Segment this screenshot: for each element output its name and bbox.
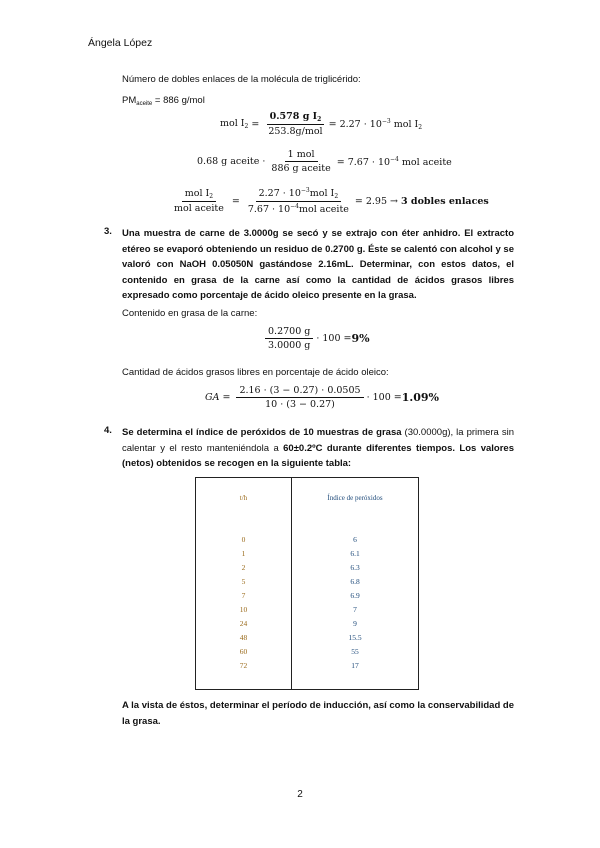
table-cell-time: 60	[239, 647, 248, 656]
grasa-fraction	[265, 326, 313, 351]
table-cell-peroxide: 6.8	[350, 577, 360, 586]
table-cell-peroxide: 6.1	[350, 549, 360, 558]
table-header-peroxide: Índice de peróxidos	[327, 494, 383, 502]
table-cell-time: 0	[241, 535, 246, 544]
eq1-fraction	[265, 111, 325, 137]
pm-sub: aceite	[136, 101, 153, 107]
eq2-den: 886 g aceite	[271, 163, 331, 174]
table-cell-time: 72	[239, 661, 248, 670]
table-cell-peroxide: 17	[351, 661, 359, 670]
table-cell-peroxide: 6.3	[350, 563, 360, 572]
equation-ga	[205, 385, 439, 410]
eq3-result: 3 dobles enlaces	[401, 195, 489, 207]
eq3-lden: mol aceite	[174, 203, 224, 214]
eq2-fraction	[268, 149, 333, 174]
page-number: 2	[297, 789, 303, 800]
eq1-lhs: mol $I_2$	[220, 118, 249, 130]
pm-prefix: PM	[122, 95, 137, 106]
eq1-rhs: = $2.27 \cdot 10^{-3}$ mol $I_2$	[328, 117, 423, 131]
item-4-question: A la vista de éstos, determinar el período de inducción, así como la conservabilidad de la grasa.	[122, 700, 514, 727]
pm-line	[122, 93, 205, 112]
equation-mol-aceite	[197, 149, 452, 174]
eq3-left-fraction	[171, 188, 227, 214]
table-cell-peroxide: 55	[351, 647, 359, 656]
eq3-num: $2.27 \cdot 10^{-3}mol$ $I_2$	[256, 187, 342, 202]
grasa-den: 3.0000 g	[268, 340, 311, 351]
table-cell-peroxide: 6	[353, 535, 357, 544]
table-cell-time: 48	[239, 633, 248, 642]
eq3-lnum: mol $I_2$	[182, 188, 216, 202]
eq3-fraction	[245, 187, 352, 215]
equation-mol-i2	[220, 111, 422, 137]
table-cell-time: 7	[241, 591, 246, 600]
equation-ratio	[168, 187, 489, 215]
pm-value: = 886 g/mol	[152, 95, 205, 106]
grasa-num: 0.2700 g	[265, 326, 313, 339]
grasa-label: Contenido en grasa de la carne:	[122, 308, 258, 319]
table-header-time: t/h	[239, 494, 248, 502]
grasa-rhs: · 100 =	[316, 333, 352, 344]
item-3-statement: Una muestra de carne de 3.0000g se secó y se extrajo con éter anhidro. El extracto etéreo se evaporó obteniendo un residuo de 0.2700 g. Éste se calentó con alcohol y se valoró con NaOH 0.05050N gastándose 2.16mL. Determinar, con estos datos, el contenido en grasa de la carne así como la cantidad de ácidos grasos libres expresado como porcentaje de ácido oleico presente en la grasa.	[122, 228, 515, 301]
ga-lhs: GA =	[205, 392, 231, 403]
table-cell-time: 24	[239, 619, 248, 628]
eq1-num: 0.578 g $I_2$	[267, 111, 325, 125]
eq3-den: $7.67 \cdot 10^{-4}mol$ aceite	[247, 203, 349, 215]
table-cell-time: 5	[241, 577, 246, 586]
dobles-intro: Número de dobles enlaces de la molécula de triglicérido:	[122, 74, 361, 85]
peroxide-table	[195, 477, 419, 690]
grasa-result: 9%	[351, 332, 370, 345]
table-cell-peroxide: 15.5	[348, 633, 362, 642]
table-cell-time: 2	[241, 563, 246, 572]
ga-num: 2.16 · (3 − 0.27) · 0.0505	[236, 385, 363, 398]
ga-label: Cantidad de ácidos grasos libres en porcentaje de ácido oleico:	[122, 367, 389, 378]
eq3-rhs: = 2.95 →	[354, 195, 399, 207]
table-cell-time: 1	[241, 549, 246, 558]
ga-den: 10 · (3 − 0.27)	[265, 399, 335, 410]
ga-result: 1.09%	[401, 391, 439, 404]
eq2-rhs: = $7.67 \cdot 10^{-4}$ mol aceite	[336, 155, 452, 168]
eq1-eq: =	[251, 118, 260, 130]
ga-fraction	[236, 385, 363, 410]
author-header: Ángela López	[88, 37, 153, 49]
table-cell-peroxide: 6.9	[350, 591, 360, 600]
table-cell-peroxide: 9	[353, 619, 357, 628]
ga-rhs: · 100 =	[366, 392, 402, 403]
table-cell-peroxide: 7	[353, 605, 357, 614]
table-cell-time: 10	[239, 605, 248, 614]
item-3-number: 3.	[104, 226, 112, 237]
equation-grasa	[262, 326, 370, 351]
eq2-lhs: 0.68 g aceite ·	[197, 156, 266, 167]
eq2-num: 1 mol	[285, 149, 318, 162]
eq3-eq: =	[231, 195, 240, 207]
item-4-statement: Se determina el índice de peróxidos de 10 muestras de grasa (30.0000g), la primera sin calentar y el resto manteniéndola a 60±0.2ºC durante diferentes tiempos. Los valores (netos) obtenidos se recogen en la siguiente tabla:	[122, 427, 514, 469]
item-4-number: 4.	[104, 425, 112, 436]
eq1-den: 253.8g/mol	[268, 126, 323, 137]
